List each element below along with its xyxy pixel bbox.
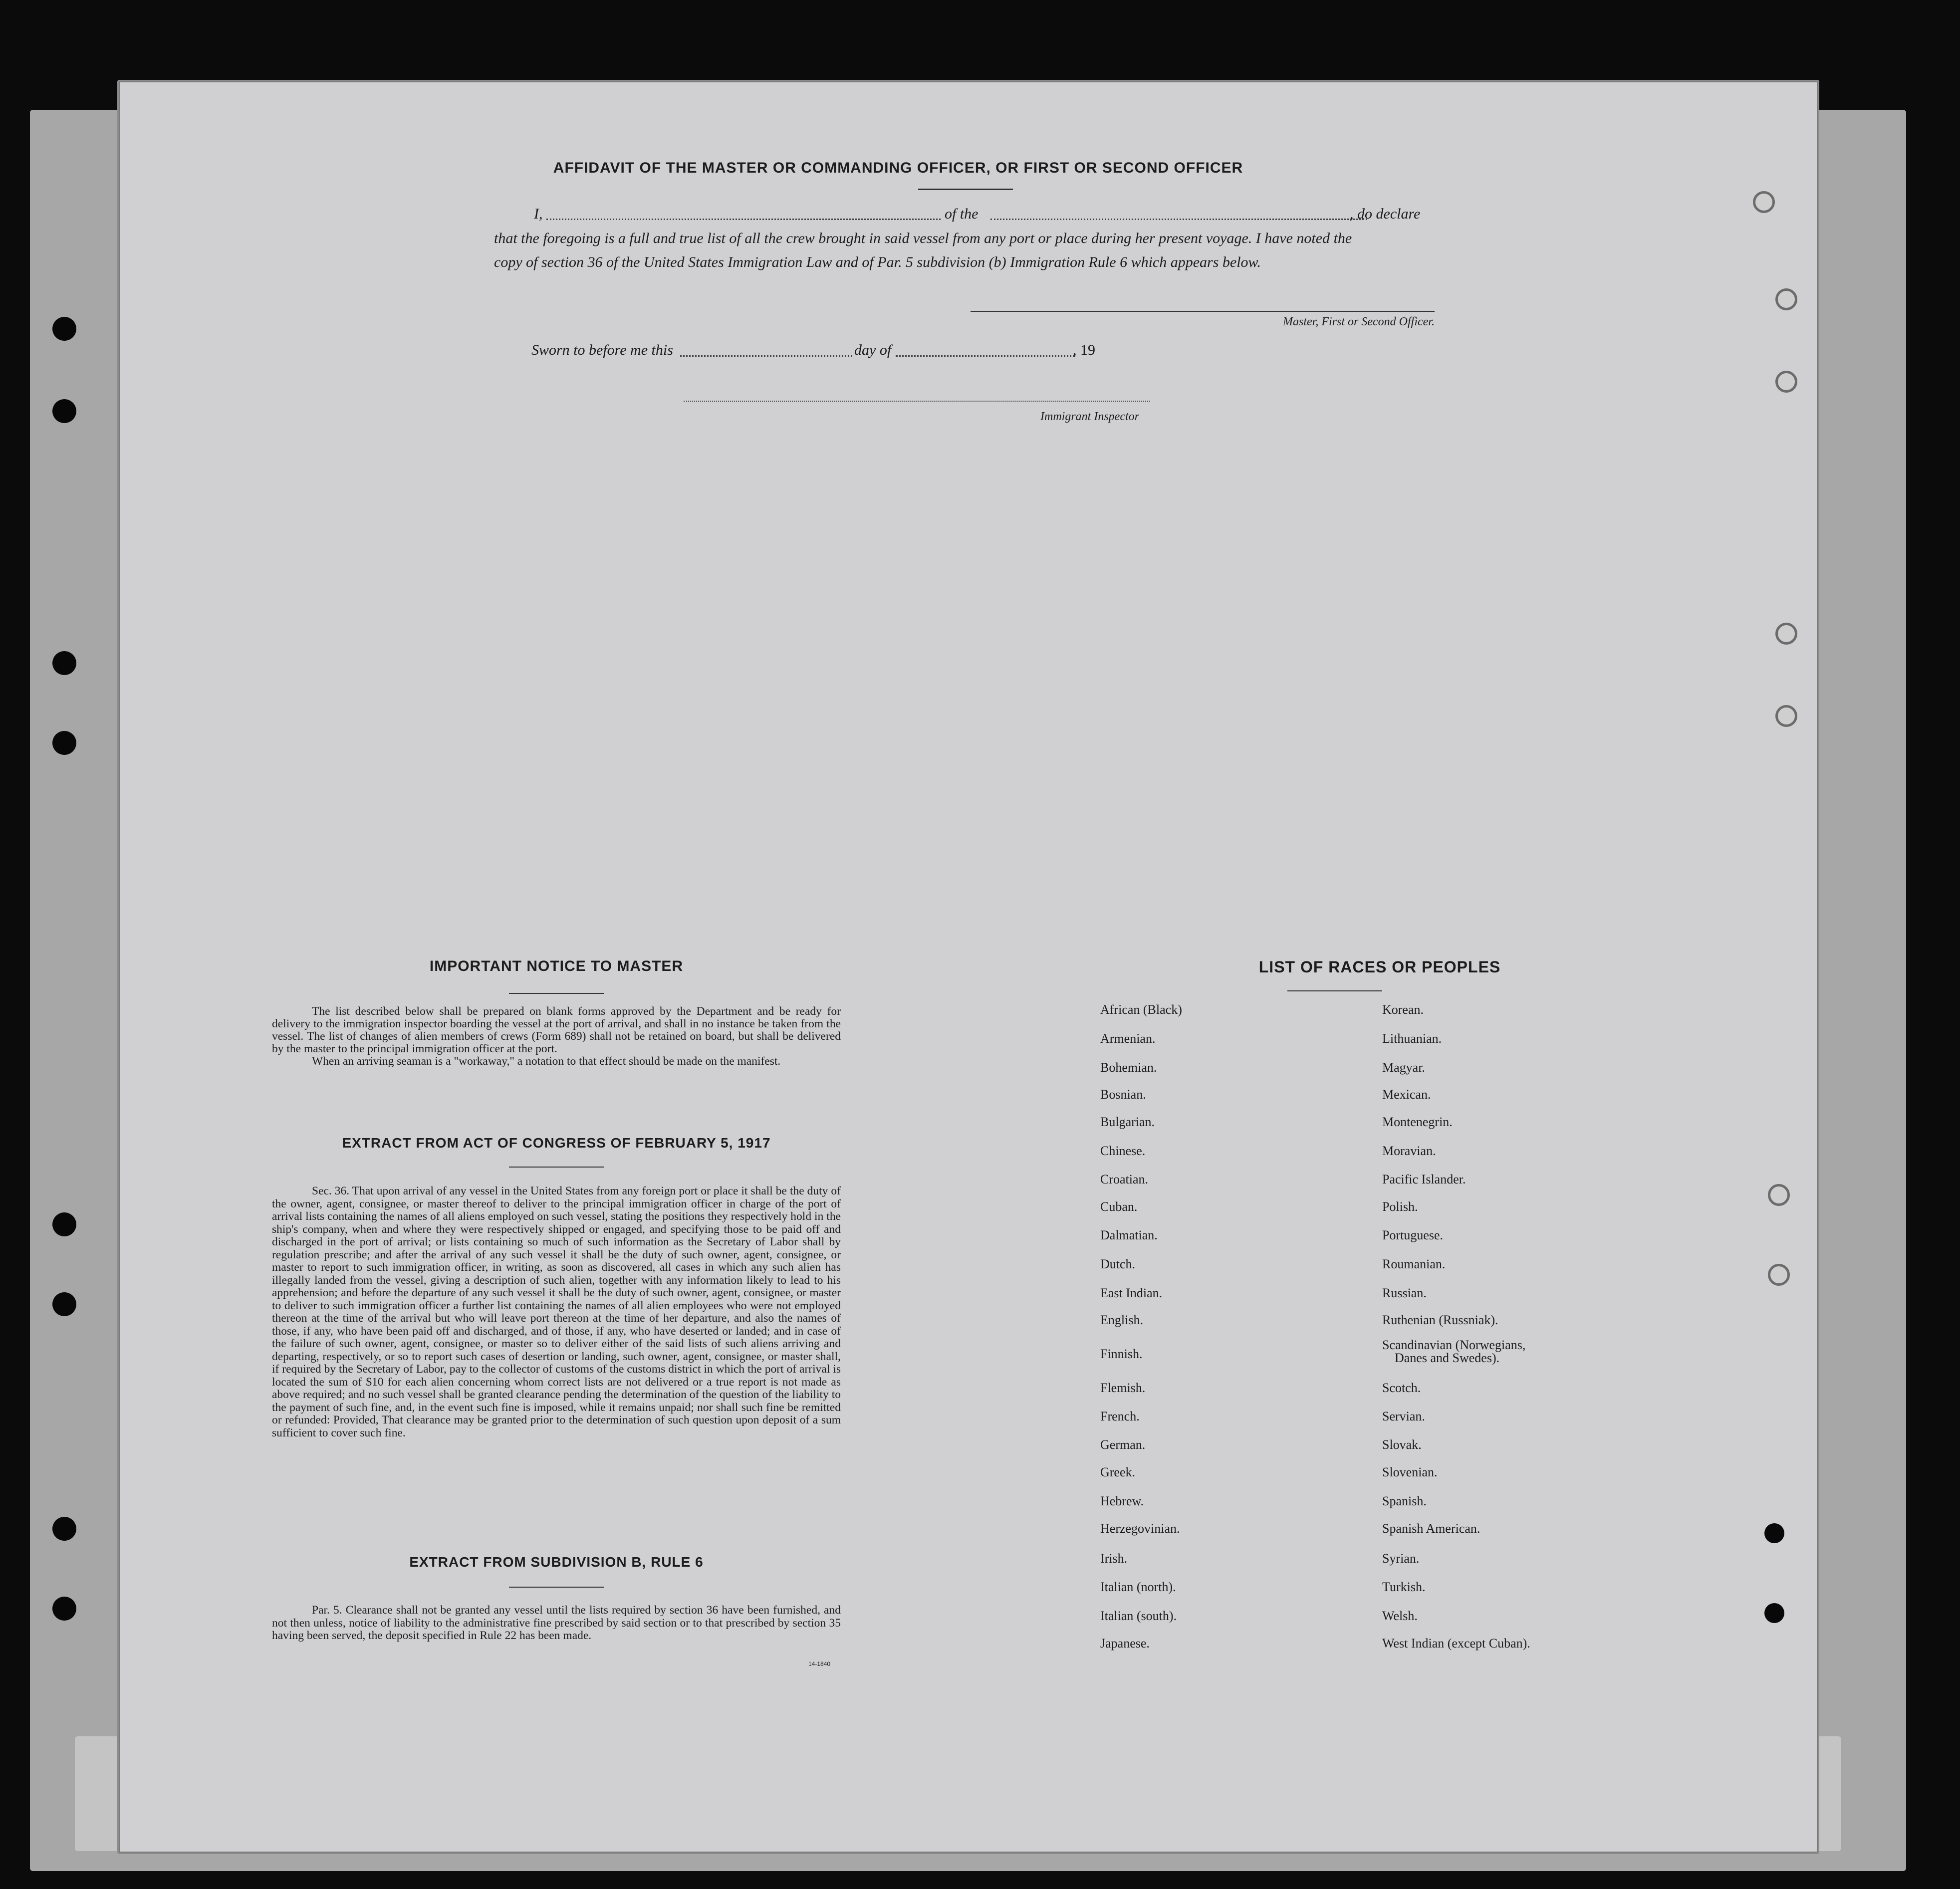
race-item: Cuban. — [1100, 1199, 1138, 1214]
day-of-label: day of — [854, 342, 892, 358]
race-item: Italian (south). — [1100, 1609, 1177, 1623]
notice-para-2: When an arriving seaman is a "workaway," a notation to that effect should be made on the manifest. — [312, 1055, 781, 1068]
extract-rule-body — [272, 1604, 841, 1643]
affidavit-of-the: of the — [945, 206, 979, 222]
race-item: English. — [1100, 1313, 1143, 1327]
race-item: African (Black) — [1100, 1002, 1182, 1017]
affidavit-line2: that the foregoing is a full and true list of all the crew brought in said vessel from any port or place during her present voyage. I have noted the — [494, 230, 1352, 246]
extract-act-underline — [509, 1167, 604, 1168]
race-item: Herzegovinian. — [1100, 1521, 1180, 1536]
binder-hole — [52, 1517, 76, 1541]
race-item: Slovenian. — [1382, 1465, 1438, 1479]
race-item: Flemish. — [1100, 1381, 1146, 1395]
inspector-label: Immigrant Inspector — [1040, 410, 1139, 423]
extract-act-body — [272, 1185, 841, 1439]
race-item: Hebrew. — [1100, 1494, 1144, 1508]
race-item: Servian. — [1382, 1409, 1425, 1423]
notice-title: IMPORTANT NOTICE TO MASTER — [429, 958, 684, 974]
race-item: French. — [1100, 1409, 1140, 1423]
race-item: Magyar. — [1382, 1060, 1425, 1075]
notice-para-1: The list described below shall be prepared on blank forms approved by the Department and be ready for delivery to the immigration inspector boarding the vessel at the port of arrival, and shall in no instance be taken from the vessel. The list of changes of alien members of crews (Form 689) shall not be retained on board, but shall be delivered by the master to the principal immigration officer at the port. — [272, 1005, 841, 1055]
affidavit-i: I, — [534, 206, 543, 222]
notice-body — [272, 1005, 841, 1068]
punch-hole-dark — [1764, 1523, 1784, 1543]
race-item: Roumanian. — [1382, 1257, 1446, 1271]
race-item: Danes and Swedes). — [1395, 1351, 1500, 1365]
affidavit-title: AFFIDAVIT OF THE MASTER OR COMMANDING OFFICER, OR FIRST OR SECOND OFFICER — [553, 160, 1243, 176]
race-item: East Indian. — [1100, 1286, 1163, 1300]
par-5-text: Par. 5. Clearance shall not be granted any vessel until the lists required by section 36 have been furnished, and not then unless, notice of liability to the administrative fine prescribed by said section or to that prescribed by section 35 having been served, the deposit specified in Rule 22 has been made. — [272, 1604, 841, 1642]
punch-hole — [1775, 288, 1797, 310]
race-item: Spanish. — [1382, 1494, 1427, 1508]
form-code: 14-1840 — [808, 1660, 831, 1667]
race-item: Polish. — [1382, 1199, 1418, 1214]
punch-hole — [1775, 705, 1797, 727]
month-blank — [896, 355, 1075, 357]
punch-hole — [1768, 1264, 1790, 1286]
race-item: Spanish American. — [1382, 1521, 1480, 1536]
punch-hole — [1775, 623, 1797, 645]
punch-hole — [1753, 191, 1775, 213]
race-item: Japanese. — [1100, 1636, 1150, 1651]
race-item: Bohemian. — [1100, 1060, 1157, 1075]
race-item: Greek. — [1100, 1465, 1136, 1479]
race-item: Chinese. — [1100, 1144, 1146, 1158]
race-item: Italian (north). — [1100, 1580, 1176, 1594]
vessel-blank — [990, 219, 1367, 220]
binder-hole — [52, 1292, 76, 1316]
race-item: Portuguese. — [1382, 1228, 1444, 1242]
binder-hole — [52, 651, 76, 675]
binder-hole — [52, 1597, 76, 1621]
race-item: Bosnian. — [1100, 1087, 1146, 1102]
race-item: West Indian (except Cuban). — [1382, 1636, 1530, 1651]
race-item: Slovak. — [1382, 1437, 1422, 1452]
race-item: Scotch. — [1382, 1381, 1421, 1395]
race-item: Ruthenian (Russniak). — [1382, 1313, 1498, 1327]
notice-underline — [509, 993, 604, 994]
master-signature-line — [971, 311, 1435, 312]
race-item: Finnish. — [1100, 1347, 1143, 1361]
section-36-text: Sec. 36. That upon arrival of any vessel in the United States from any foreign port or place it shall be the duty of the owner, agent, consignee, or master thereof to deliver to the principal immigration officer in charge of the port of arrival lists containing the names of all aliens employed on such vessel, stating the positions they respectively hold in the ship's company, when and where they were respectively shipped or engaged, and specifying those to be paid off and discharged in the port of arrival; or lists containing so much of such information as the Secretary of Labor shall by regulation prescribe; and after the arrival of any such vessel it shall be the duty of such owner, agent, consignee, or master to report to such immigration officer, in writing, as soon as discovered, all cases in which any such alien has illegally landed from the vessel, giving a description of such alien, together with any information likely to lead to his apprehension; and before the departure of any such vessel it shall be the duty of such owner, agent, consignee, or master to deliver to such immigration officer a further list containing the names of all alien employees who were not employed thereon at the time of the arrival but who will leave port thereon at the time of her departure, and also the names of those, if any, who have been paid off and discharged, and of those, if any, who have deserted or landed; and in case of the failure of such owner, agent, consignee, or master so to deliver either of the said lists of such aliens arriving and departing, respectively, or so to report such cases of desertion or landing, such owner, agent, consignee, or master shall, if required by the Secretary of Labor, pay to the collector of customs of the customs district in which the port of arrival is located the sum of $10 for each alien concerning whom correct lists are not delivered or a true report is not made as above required; and no such vessel shall be granted clearance pending the determination of the question of the liability to the payment of such fine, and, in the event such fine is imposed, while it remains unpaid; nor shall such fine be remitted or refunded: Provided, That clearance may be granted prior to the determination of such question upon deposit of a sum sufficient to cover such fine. — [272, 1184, 841, 1439]
race-item: Dalmatian. — [1100, 1228, 1158, 1242]
extract-rule-title: EXTRACT FROM SUBDIVISION B, RULE 6 — [409, 1554, 704, 1570]
race-item: Turkish. — [1382, 1580, 1426, 1594]
extract-act-title: EXTRACT FROM ACT OF CONGRESS OF FEBRUARY 5, 1917 — [342, 1135, 771, 1151]
day-blank — [680, 355, 852, 357]
race-item: Syrian. — [1382, 1551, 1420, 1566]
extract-rule-underline — [509, 1587, 604, 1588]
name-blank — [546, 219, 941, 220]
race-item: Lithuanian. — [1382, 1031, 1442, 1046]
race-item: Irish. — [1100, 1551, 1128, 1566]
race-item: Russian. — [1382, 1286, 1427, 1300]
race-item: Bulgarian. — [1100, 1115, 1155, 1129]
race-item: Pacific Islander. — [1382, 1172, 1466, 1186]
races-underline — [1287, 990, 1382, 991]
races-title: LIST OF RACES OR PEOPLES — [1258, 958, 1501, 976]
race-item: Montenegrin. — [1382, 1115, 1453, 1129]
year-prefix: , 19 — [1073, 342, 1095, 358]
race-item: Croatian. — [1100, 1172, 1149, 1186]
race-item: Mexican. — [1382, 1087, 1431, 1102]
race-item: Armenian. — [1100, 1031, 1156, 1046]
inspector-signature-line — [684, 401, 1150, 402]
master-label: Master, First or Second Officer. — [1283, 315, 1435, 328]
race-item: Moravian. — [1382, 1144, 1436, 1158]
race-item: Korean. — [1382, 1002, 1424, 1017]
binder-hole — [52, 399, 76, 423]
binder-hole — [52, 731, 76, 755]
affidavit-declare: , do declare — [1350, 206, 1421, 222]
binder-hole — [52, 317, 76, 341]
title-underline — [918, 189, 1013, 190]
binder-hole — [52, 1212, 76, 1236]
punch-hole-dark — [1764, 1603, 1784, 1623]
affidavit-line3: copy of section 36 of the United States Immigration Law and of Par. 5 subdivision (b) Immigration Rule 6 which appears below. — [494, 254, 1261, 270]
punch-hole — [1768, 1184, 1790, 1206]
race-item: Dutch. — [1100, 1257, 1136, 1271]
punch-hole — [1775, 371, 1797, 393]
sworn-prefix: Sworn to before me this — [531, 342, 673, 358]
race-item: Scandinavian (Norwegians, — [1382, 1338, 1526, 1352]
race-item: German. — [1100, 1437, 1146, 1452]
race-item: Welsh. — [1382, 1609, 1418, 1623]
